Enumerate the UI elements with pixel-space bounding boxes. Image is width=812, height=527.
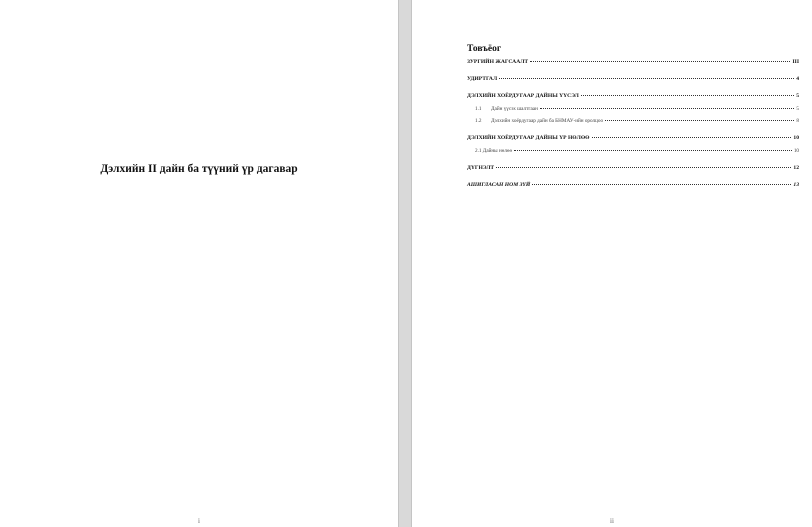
toc-subentry[interactable] <box>467 118 799 125</box>
toc-heading: Товъёог <box>467 44 502 54</box>
toc-leader-dots <box>496 167 791 168</box>
document-page-2 <box>412 0 812 527</box>
page-number: ii <box>610 517 614 525</box>
toc-entry-page: 10 <box>793 148 799 154</box>
toc-subentry[interactable] <box>467 148 799 155</box>
toc-entry-page: 10 <box>793 135 799 141</box>
page-number: i <box>198 517 200 525</box>
toc-entry-page: 8 <box>796 118 799 124</box>
toc-entry-page: 5 <box>796 106 799 112</box>
toc-entry-number: 1.1 <box>475 106 482 112</box>
toc-entry-label: ДҮГНЭЛТ <box>467 165 495 171</box>
toc-entry-label: ДЭЛХИЙН ХОЁРДУГААР ДАЙНЫ ҮҮСЭЛ <box>467 93 579 99</box>
toc-entry-label: ДЭЛХИЙН ХОЁРДУГААР ДАЙНЫ ҮР НӨЛӨӨ <box>467 135 590 141</box>
toc-leader-dots <box>592 137 792 138</box>
toc-leader-dots <box>530 61 790 62</box>
toc-entry-label: 2.1 Дайны нөлөө <box>475 148 513 154</box>
toc-entry[interactable] <box>467 76 799 83</box>
toc-leader-dots <box>605 120 794 121</box>
document-title: Дэлхийн II дайн ба түүний үр дагавар <box>100 163 298 175</box>
toc-subentry[interactable] <box>467 106 799 113</box>
toc-entry[interactable] <box>467 59 799 66</box>
toc-entry-page: 12 <box>793 165 799 171</box>
toc-entry-label: АШИГЛАСАН НОМ ЗҮЙ <box>467 182 531 188</box>
toc-entry[interactable] <box>467 165 799 172</box>
toc-entry[interactable] <box>467 182 799 189</box>
toc-leader-dots <box>499 78 794 79</box>
toc-entry-number: 1.2 <box>475 118 482 124</box>
toc-leader-dots <box>581 95 794 96</box>
toc-entry-label: Дэлхийн хоёрдугаар дайн ба БНМАУ-ийн оролцоо <box>491 118 604 124</box>
toc-leader-dots <box>540 108 795 109</box>
toc-leader-dots <box>514 150 792 151</box>
toc-entry-page: III <box>792 59 799 65</box>
document-page-1 <box>0 0 398 527</box>
toc-entry-label: УДИРТГАЛ <box>467 76 498 82</box>
toc-entry-label: ЗУРГИЙН ЖАГСААЛТ <box>467 59 529 65</box>
toc-entry[interactable] <box>467 93 799 100</box>
table-of-contents <box>467 44 799 199</box>
toc-entry-page: 5 <box>796 93 799 99</box>
toc-leader-dots <box>532 184 791 185</box>
toc-entry-label: Дайн үүсэх шалтгаан <box>491 106 538 112</box>
toc-entry-page: 13 <box>793 182 799 188</box>
toc-entry[interactable] <box>467 135 799 142</box>
page-gutter <box>398 0 412 527</box>
toc-entry-page: 4 <box>796 76 799 82</box>
